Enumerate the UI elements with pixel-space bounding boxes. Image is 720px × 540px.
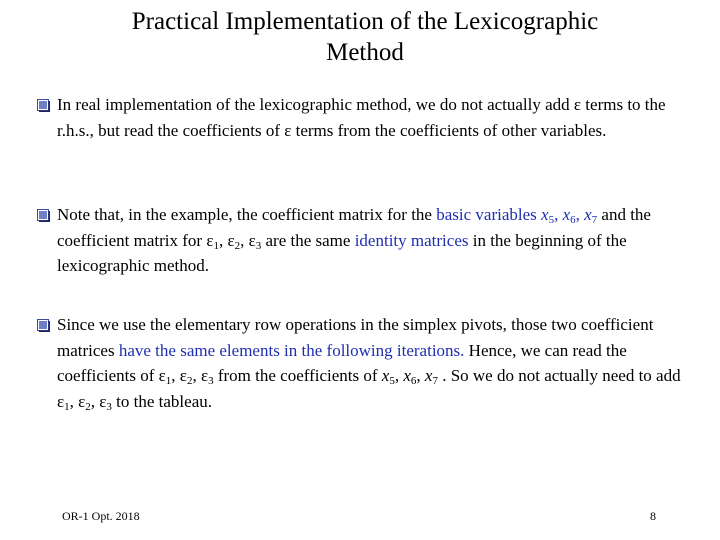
epsilon-2-subscript: 2 [186,375,193,387]
var-x7-name: x [424,366,433,385]
epsilon-1 [57,392,70,411]
checkbox-square-icon [37,209,50,222]
checkbox-square-icon [37,99,50,112]
var-x6 [403,366,416,385]
var-x5-subscript: 5 [548,214,555,226]
comma: , [69,391,79,411]
basic-variables-highlight: basic variables [436,205,542,224]
epsilon-1-symbol: ε [57,391,65,411]
epsilon-3-symbol: ε [200,366,209,385]
bullet-3 [36,312,696,414]
var-x6-subscript: 6 [570,214,576,226]
var-x7-subscript: 7 [432,375,438,387]
var-x6-name: x [562,205,571,224]
bullet-2-text-3: are the same [261,230,355,250]
epsilon-1-symbol: ε [158,366,166,385]
bullet-3-text-2: Hence, we can read the coefficients of [57,340,627,385]
var-x7 [584,205,597,224]
bullet-2-text-2: and the coefficient matrix for [57,205,651,250]
epsilon-2 [227,231,240,250]
epsilon-2 [78,392,91,411]
epsilon-2-symbol: ε [78,391,86,411]
bullet-3-text-4: . So we do not actually need to add [437,366,681,385]
page-number: 8 [650,509,656,523]
epsilon-3 [201,366,214,385]
identity-matrices-highlight: identity matrices [354,230,469,250]
comma: , [192,366,201,385]
footer-course-label: OR-1 Opt. 2018 [62,509,140,523]
slide-title-line-2: Method [326,39,404,66]
var-x6 [563,205,576,224]
epsilon-1 [206,231,219,250]
slide-title-line-1: Practical Implementation of the Lexicographic [131,8,599,35]
epsilon-2-symbol: ε [179,366,187,385]
epsilon-1-subscript: 1 [213,239,219,252]
epsilon-3 [99,392,112,411]
comma: , [416,366,425,385]
epsilon-3-subscript: 3 [255,239,262,252]
epsilon-2 [180,366,193,385]
bullet-1 [36,92,696,143]
slide-title [60,6,670,68]
epsilon-2-subscript: 2 [85,400,91,413]
var-x7 [425,366,438,385]
epsilon-1-subscript: 1 [165,375,172,387]
comma: , [394,366,404,385]
epsilon-3 [249,231,262,250]
var-x5-name: x [541,205,549,224]
var-x5 [382,366,395,385]
checkbox-square-icon [37,319,50,332]
comma: , [554,205,563,224]
comma: , [218,230,228,250]
epsilon-1-subscript: 1 [64,400,70,413]
epsilon-1-symbol: ε [206,230,214,250]
epsilon-3-symbol: ε [248,230,256,250]
epsilon-2-subscript: 2 [234,239,241,252]
bullet-2-text-4: in the beginning of the lexicographic method. [57,230,627,275]
bullet-3-text-1: Since we use the elementary row operations in the simplex pivots, those two coefficient matrices [57,315,654,360]
comma: , [90,391,100,411]
comma: , [171,366,180,385]
same-elements-highlight: have the same elements in the following iterations. [118,340,465,360]
var-x7-subscript: 7 [591,214,598,226]
bullet-1-text: In real implementation of the lexicographic method, we do not actually add ε terms to the r.h.s., but read the coefficients of ε terms from the coefficients of other variables. [57,95,666,140]
epsilon-1 [159,366,172,385]
comma: , [240,230,249,250]
bullet-2 [36,202,696,279]
var-x5 [541,205,554,224]
var-x5-subscript: 5 [389,375,395,387]
bullet-2-text-1: Note that, in the example, the coefficient matrix for the [57,205,437,224]
epsilon-3-subscript: 3 [208,375,214,387]
epsilon-3-subscript: 3 [106,400,112,413]
var-x7-name: x [584,205,592,224]
bullet-3-text-5: to the tableau. [111,391,212,411]
var-x6-subscript: 6 [410,375,417,387]
epsilon-2-symbol: ε [227,230,235,250]
comma: , [575,205,585,224]
var-x5-name: x [381,366,390,385]
var-x6-name: x [403,366,411,385]
bullet-3-text-3: from the coefficients of [213,366,382,385]
epsilon-3-symbol: ε [99,391,107,411]
